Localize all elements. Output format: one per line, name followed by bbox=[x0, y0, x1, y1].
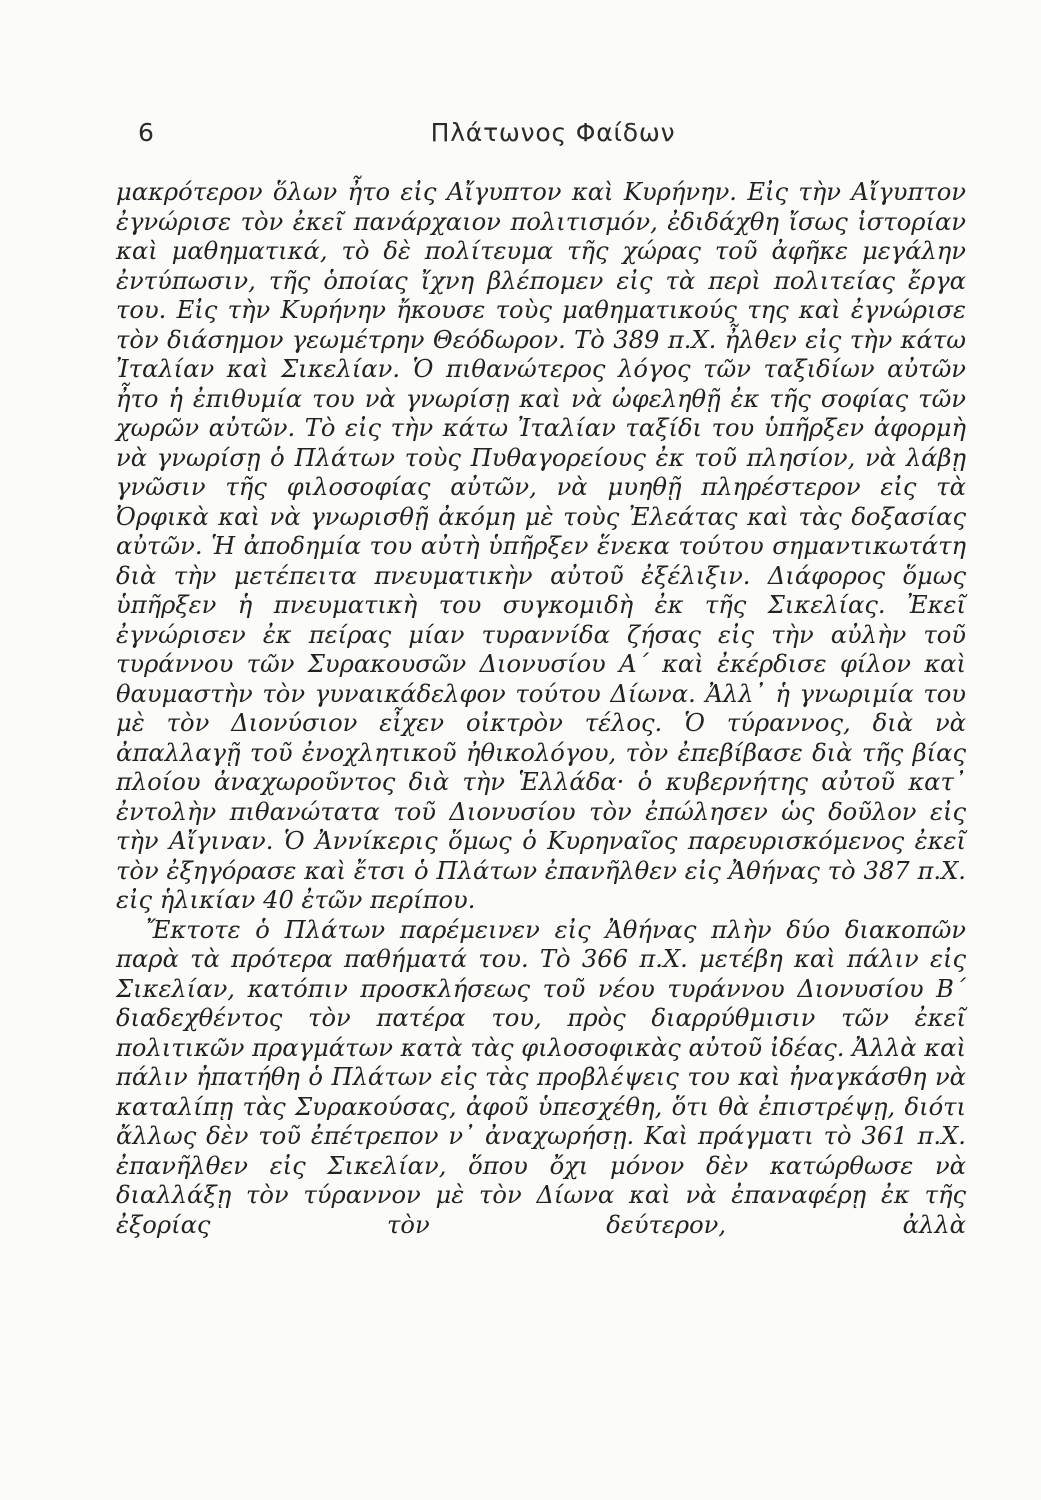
book-title: Πλάτωνος Φαίδων bbox=[430, 118, 676, 147]
body-text bbox=[116, 178, 966, 1240]
paragraph: Ἔκτοτε ὁ Πλάτων παρέμεινεν εἰς Ἀθήνας πλὴν δύο διακοπῶν παρὰ τὰ πρότερα παθήματά του. Τὸ 366 π.Χ. μετέβη καὶ πάλιν εἰς Σικελίαν, κατόπιν προσκλήσεως τοῦ νέου τυράννου Διονυσίου Β΄ διαδεχθέντος τὸν πατέρα του, πρὸς διαρρύθμισιν τῶν ἐκεῖ πολιτικῶν πραγμάτων κατὰ τὰς φιλοσοφικὰς αὐτοῦ ἰδέας. Ἀλλὰ καὶ πάλιν ἠπατήθη ὁ Πλάτων εἰς τὰς προβλέψεις του καὶ ἠναγκάσθη νὰ καταλίπῃ τὰς Συρακούσας, ἀφοῦ ὑπεσχέθη, ὅτι θὰ ἐπιστρέψῃ, διότι ἄλλως δὲν τοῦ ἐπέτρεπον ν᾽ ἀναχωρήσῃ. Καὶ πράγματι τὸ 361 π.Χ. ἐπανῆλθεν εἰς Σικελίαν, ὅπου ὄχι μόνον δὲν κατώρθωσε νὰ διαλλάξῃ τὸν τύραννον μὲ τὸν Δίωνα καὶ νὰ ἐπαναφέρῃ ἐκ τῆς ἐξορίας τὸν δεύτερον, ἀλλὰ bbox=[116, 915, 966, 1239]
paragraph-continued: μακρότερον ὅλων ἦτο εἰς Αἴγυπτον καὶ Κυρήνην. Εἰς τὴν Αἴγυπτον ἐγνώρισε τὸν ἐκεῖ πανάρχαιον πολιτισμόν, ἐδιδάχθη ἴσως ἱστορίαν καὶ μαθηματικά, τὸ δὲ πολίτευμα τῆς χώρας τοῦ ἀφῆκε μεγάλην ἐντύπωσιν, τῆς ὁποίας ἴχνη βλέπομεν εἰς τὰ περὶ πολιτείας ἔργα του. Εἰς τὴν Κυρήνην ἤκουσε τοὺς μαθηματικούς της καὶ ἐγνώρισε τὸν διάσημον γεωμέτρην Θεόδωρον. Τὸ 389 π.Χ. ἦλθεν εἰς τὴν κάτω Ἰταλίαν καὶ Σικελίαν. Ὁ πιθανώτερος λόγος τῶν ταξιδίων αὐτῶν ἦτο ἡ ἐπιθυμία του νὰ γνωρίσῃ καὶ νὰ ὠφεληθῇ ἐκ τῆς σοφίας τῶν χωρῶν αὐτῶν. Τὸ εἰς τὴν κάτω Ἰταλίαν ταξίδι του ὑπῆρξεν ἀφορμὴ νὰ γνωρίσῃ ὁ Πλάτων τοὺς Πυθαγορείους ἐκ τοῦ πλησίον, νὰ λάβῃ γνῶσιν τῆς φιλοσοφίας αὐτῶν, νὰ μυηθῇ πληρέστερον εἰς τὰ Ὀρφικὰ καὶ νὰ γνωρισθῇ ἀκόμη μὲ τοὺς Ἐλεάτας καὶ τὰς δοξασίας αὐτῶν. Ἡ ἀποδημία του αὐτὴ ὑπῆρξεν ἕνεκα τούτου σημαντικωτάτη διὰ τὴν μετέπειτα πνευματικὴν αὐτοῦ ἐξέλιξιν. Διάφορος ὅμως ὑπῆρξεν ἡ πνευματικὴ του συγκομιδὴ ἐκ τῆς Σικελίας. Ἐκεῖ ἐγνώρισεν ἐκ πείρας μίαν τυραννίδα ζήσας εἰς τὴν αὐλὴν τοῦ τυράννου τῶν Συρακουσῶν Διονυσίου Α΄ καὶ ἐκέρδισε φίλον καὶ θαυμαστὴν τὸν γυναικάδελφον τούτου Δίωνα. Ἀλλ᾽ ἡ γνωριμία του μὲ τὸν Διονύσιον εἶχεν οἰκτρὸν τέλος. Ὁ τύραννος, διὰ νὰ ἀπαλλαγῇ τοῦ ἐνοχλητικοῦ ἠθικολόγου, τὸν ἐπεβίβασε διὰ τῆς βίας πλοίου ἀναχωροῦντος διὰ τὴν Ἑλλάδα· ὁ κυβερνήτης αὐτοῦ κατ᾽ ἐντολὴν πιθανώτατα τοῦ Διονυσίου τὸν ἐπώλησεν ὡς δοῦλον εἰς τὴν Αἴγιναν. Ὁ Ἀννίκερις ὅμως ὁ Κυρηναῖος παρευρισκόμενος ἐκεῖ τὸν ἐξηγόρασε καὶ ἔτσι ὁ Πλάτων ἐπανῆλθεν εἰς Ἀθήνας τὸ 387 π.Χ. εἰς ἡλικίαν 40 ἐτῶν περίπου. bbox=[116, 178, 966, 914]
page-number: 6 bbox=[138, 118, 155, 147]
running-head bbox=[138, 118, 968, 158]
